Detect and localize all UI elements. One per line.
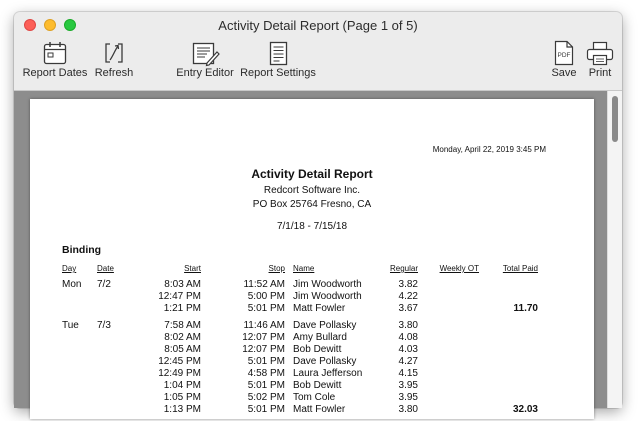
company-address: PO Box 25764 Fresno, CA xyxy=(252,199,372,210)
calendar-icon xyxy=(42,40,68,66)
report-dates-button[interactable] xyxy=(22,40,88,90)
column-header-regular: Regular xyxy=(389,264,418,273)
row-employee-name: Amy Bullard xyxy=(293,332,347,343)
row-start-time: 12:45 PM xyxy=(158,356,201,367)
row-stop-time: 5:01 PM xyxy=(247,303,285,314)
row-date: 7/3 xyxy=(97,320,111,331)
toolbar xyxy=(14,40,622,91)
row-employee-name: Matt Fowler xyxy=(293,404,346,415)
window-title: Activity Detail Report (Page 1 of 5) xyxy=(218,18,418,33)
row-stop-time: 5:01 PM xyxy=(247,404,285,415)
row-start-time: 7:58 AM xyxy=(164,320,201,331)
row-start-time: 1:05 PM xyxy=(163,392,201,403)
row-start-time: 1:21 PM xyxy=(163,303,201,314)
pdf-icon-text: PDF xyxy=(557,52,571,59)
row-start-time: 8:05 AM xyxy=(164,344,201,355)
row-start-time: 1:13 PM xyxy=(163,404,201,415)
report-page xyxy=(30,99,594,419)
row-regular-hours: 4.22 xyxy=(398,291,418,302)
report-preview-area[interactable] xyxy=(14,91,622,415)
save-button[interactable] xyxy=(548,40,580,90)
scrollbar-thumb[interactable] xyxy=(612,96,618,142)
row-employee-name: Tom Cole xyxy=(293,392,336,403)
row-start-time: 8:03 AM xyxy=(164,279,201,290)
row-stop-time: 5:01 PM xyxy=(247,380,285,391)
column-header-weekly-ot: Weekly OT xyxy=(439,264,479,273)
report-settings-icon xyxy=(265,40,291,66)
row-total-paid: 32.03 xyxy=(512,404,538,415)
report-dates-label: Report Dates xyxy=(22,67,88,79)
column-header-start: Start xyxy=(184,264,201,273)
refresh-label: Refresh xyxy=(94,67,134,79)
row-stop-time: 11:46 AM xyxy=(243,320,285,331)
column-header-date: Date xyxy=(97,264,114,273)
row-stop-time: 5:01 PM xyxy=(247,356,285,367)
row-employee-name: Bob Dewitt xyxy=(293,344,342,355)
row-employee-name: Bob Dewitt xyxy=(293,380,342,391)
row-employee-name: Matt Fowler xyxy=(293,303,346,314)
row-regular-hours: 4.03 xyxy=(398,344,418,355)
printer-icon xyxy=(585,40,615,66)
row-total-paid: 11.70 xyxy=(513,303,538,314)
row-employee-name: Dave Pollasky xyxy=(293,356,357,367)
column-header-name: Name xyxy=(293,264,315,273)
row-stop-time: 5:00 PM xyxy=(247,291,285,302)
vertical-scrollbar[interactable] xyxy=(607,91,622,408)
title-bar xyxy=(14,12,622,40)
company-name: Redcort Software Inc. xyxy=(263,185,361,196)
row-regular-hours: 3.95 xyxy=(398,392,418,403)
row-stop-time: 12:07 PM xyxy=(242,344,285,355)
row-day: Tue xyxy=(62,320,79,331)
row-day: Mon xyxy=(62,279,82,290)
print-label: Print xyxy=(588,67,612,79)
row-start-time: 12:47 PM xyxy=(158,291,201,302)
report-settings-button[interactable] xyxy=(240,40,316,90)
row-regular-hours: 3.67 xyxy=(398,303,418,314)
column-header-day: Day xyxy=(62,264,77,273)
row-regular-hours: 4.27 xyxy=(398,356,418,367)
pdf-file-icon xyxy=(552,40,576,66)
refresh-button[interactable] xyxy=(91,40,137,90)
row-regular-hours: 4.15 xyxy=(398,368,418,379)
row-date: 7/2 xyxy=(97,279,111,290)
report-settings-label: Report Settings xyxy=(240,67,316,79)
row-regular-hours: 3.82 xyxy=(398,279,418,290)
row-regular-hours: 3.80 xyxy=(398,404,418,415)
row-stop-time: 11:52 AM xyxy=(243,279,285,290)
row-start-time: 8:02 AM xyxy=(164,332,201,343)
row-start-time: 12:49 PM xyxy=(158,368,201,379)
row-regular-hours: 3.80 xyxy=(398,320,418,331)
row-regular-hours: 4.08 xyxy=(398,332,418,343)
report-window xyxy=(14,12,622,415)
save-label: Save xyxy=(551,67,577,79)
row-employee-name: Laura Jefferson xyxy=(293,368,363,379)
row-start-time: 1:04 PM xyxy=(163,380,201,391)
row-stop-time: 12:07 PM xyxy=(242,332,285,343)
row-employee-name: Jim Woodworth xyxy=(293,279,362,290)
row-regular-hours: 3.95 xyxy=(398,380,418,391)
row-employee-name: Jim Woodworth xyxy=(293,291,362,302)
entry-editor-label: Entry Editor xyxy=(176,67,234,79)
report-title: Activity Detail Report xyxy=(251,167,373,181)
report-date-range: 7/1/18 - 7/15/18 xyxy=(276,221,348,232)
entry-editor-button[interactable] xyxy=(174,40,236,90)
entry-editor-icon xyxy=(190,40,220,66)
column-header-total-paid: Total Paid xyxy=(502,264,538,273)
row-stop-time: 4:58 PM xyxy=(247,368,285,379)
row-stop-time: 5:02 PM xyxy=(247,392,285,403)
row-employee-name: Dave Pollasky xyxy=(293,320,357,331)
refresh-icon xyxy=(101,40,127,66)
report-timestamp: Monday, April 22, 2019 3:45 PM xyxy=(432,145,546,154)
print-button[interactable] xyxy=(583,40,617,90)
column-header-stop: Stop xyxy=(268,264,285,273)
section-heading: Binding xyxy=(62,244,102,256)
